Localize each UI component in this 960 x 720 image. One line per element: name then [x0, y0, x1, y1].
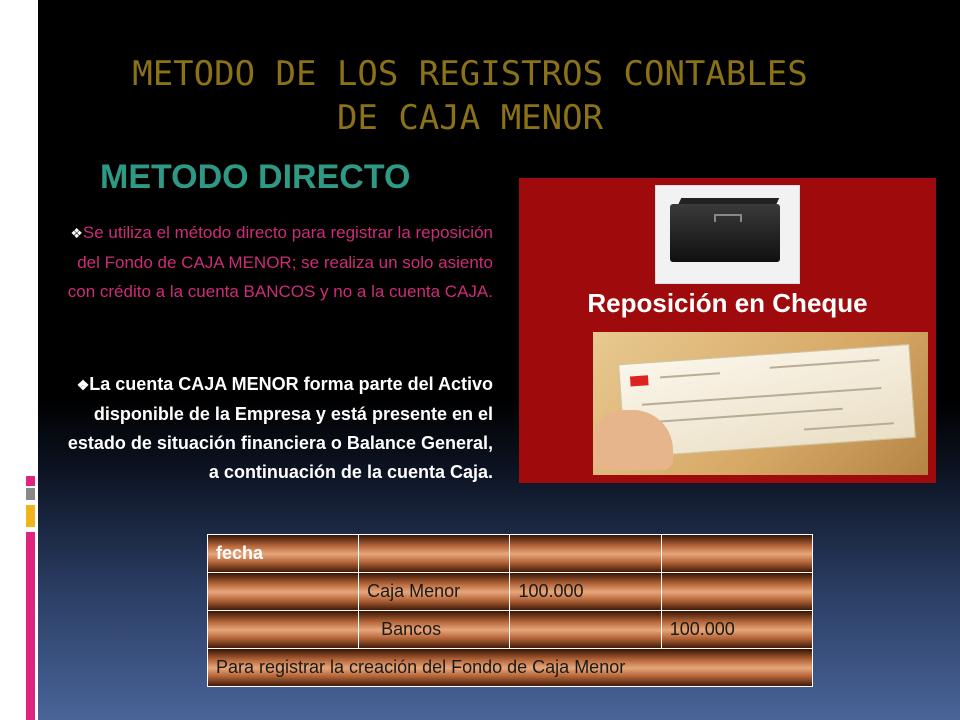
table-cell: Bancos	[359, 611, 510, 649]
table-cell: 100.000	[661, 611, 812, 649]
cheque-photo	[593, 332, 928, 475]
table-footer-cell: Para registrar la creación del Fondo de Caja Menor	[208, 649, 813, 687]
ledger-table	[207, 534, 813, 687]
table-cell: fecha	[208, 535, 359, 573]
table-cell	[208, 611, 359, 649]
table-row	[208, 535, 813, 573]
slide-subtitle: METODO DIRECTO	[100, 158, 411, 196]
table-row	[208, 611, 813, 649]
accent-yellow	[26, 505, 35, 527]
paragraph-caja-menor: ❖La cuenta CAJA MENOR forma parte del Activo disponible de la Empresa y está presente en el estado de situación financiera o Balance General, a continuación de la cuenta Caja.	[67, 374, 493, 482]
accent-pink-long	[26, 532, 35, 720]
table-cell	[359, 535, 510, 573]
table-cell	[510, 535, 661, 573]
reposicion-picture	[519, 178, 936, 483]
accent-gray	[26, 488, 35, 500]
table-row	[208, 649, 813, 687]
table-cell	[510, 611, 661, 649]
paragraph-direct-method: ❖Se utiliza el método directo para registrar la reposición del Fondo de CAJA MENOR; se realiza un solo asiento con crédito a la cuenta BANCOS y no a la cuenta CAJA.	[67, 223, 493, 301]
picture-caption: Reposición en Cheque	[587, 288, 868, 318]
table-cell: Caja Menor	[359, 573, 510, 611]
diamond-bullet-icon: ❖	[70, 225, 83, 241]
diamond-bullet-icon: ❖	[76, 377, 90, 393]
slide-title: METODO DE LOS REGISTROS CONTABLES DE CAJA MENOR	[132, 54, 808, 138]
table-row	[208, 573, 813, 611]
table-cell	[661, 573, 812, 611]
table-cell: 100.000	[510, 573, 661, 611]
table-cell	[661, 535, 812, 573]
cash-box-photo	[655, 185, 800, 284]
table-cell	[208, 573, 359, 611]
accent-pink	[26, 476, 35, 486]
